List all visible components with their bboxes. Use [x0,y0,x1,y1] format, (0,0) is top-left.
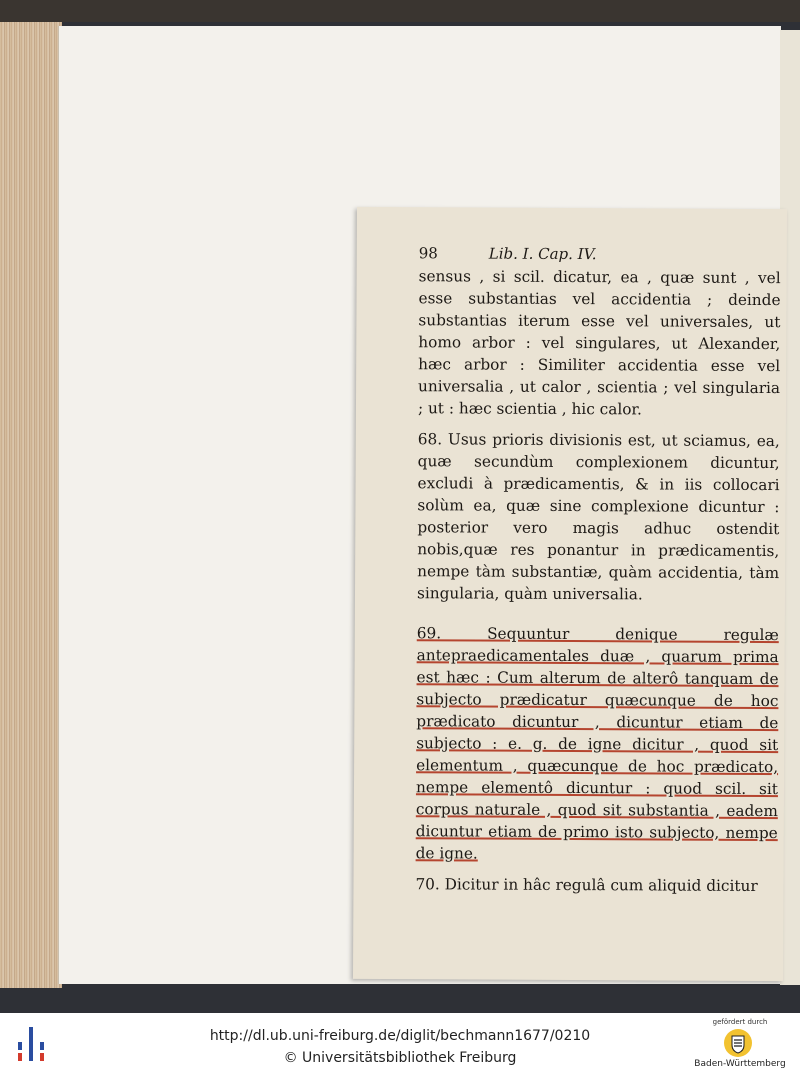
book-top-edge [0,0,800,22]
copyright-notice: © Universitätsbibliothek Freiburg [283,1050,517,1066]
running-head: Lib. I. Cap. IV. [488,244,597,264]
inserted-printed-leaf [353,207,787,981]
funder-label: gefördert durch [712,1018,768,1026]
coat-of-arms-icon [723,1028,753,1058]
funder-name: Baden-Württemberg [694,1059,786,1069]
page-header [419,241,781,267]
document-url[interactable]: http://dl.ub.uni-freiburg.de/diglit/bechmann1677/0210 [209,1028,591,1044]
body-text [415,265,780,897]
footer-bar [0,1013,800,1073]
paragraph-69: 69. Sequuntur denique regulæ antepraedicamentales duæ , quarum prima est hæc : Cum alterum de alterô tanquam de subjecto prædicatur quæcunque de hoc prædicato dicuntur , dicuntur etiam de subjecto : e. g. de igne dicitur , quod sit elementum , quæcunque de hoc prædicato, nempe elementô dicuntur : quod scil. sit corpus naturale , quod sit substantia , eadem dicuntur etiam de primo isto subjecto, nempe de igne. [415,624,779,863]
paragraph-68: 68. Usus prioris divisionis est, ut sciamus, ea, quæ secundùm complexionem dicuntur, excludi à prædicamentis, & in iis collocari solùm ea, quæ sine complexione dicuntur : posterior vero magis adhuc ostendit nobis,quæ res ponantur in prædicamentis, nempe tàm substantiæ, quàm accidentia, tàm singularia, quàm universalia. [416,430,780,604]
page-number: 98 [418,244,438,263]
paragraph-70: 70. Dicitur in hâc regulâ cum aliquid dicitur [415,875,758,895]
book-page-edges [0,22,62,988]
paragraph-67: sensus , si scil. dicatur, ea , quæ sunt , vel esse substantias vel accidentia ; deinde substantias iterum esse vel universales, ut homo arbor : vel singulares, ut Alexander, hæc arbor : Similiter accidentia esse vel universalia , ut calor , scientia ; vel singularia ; ut : hæc scientia , hic calor. [417,267,781,419]
